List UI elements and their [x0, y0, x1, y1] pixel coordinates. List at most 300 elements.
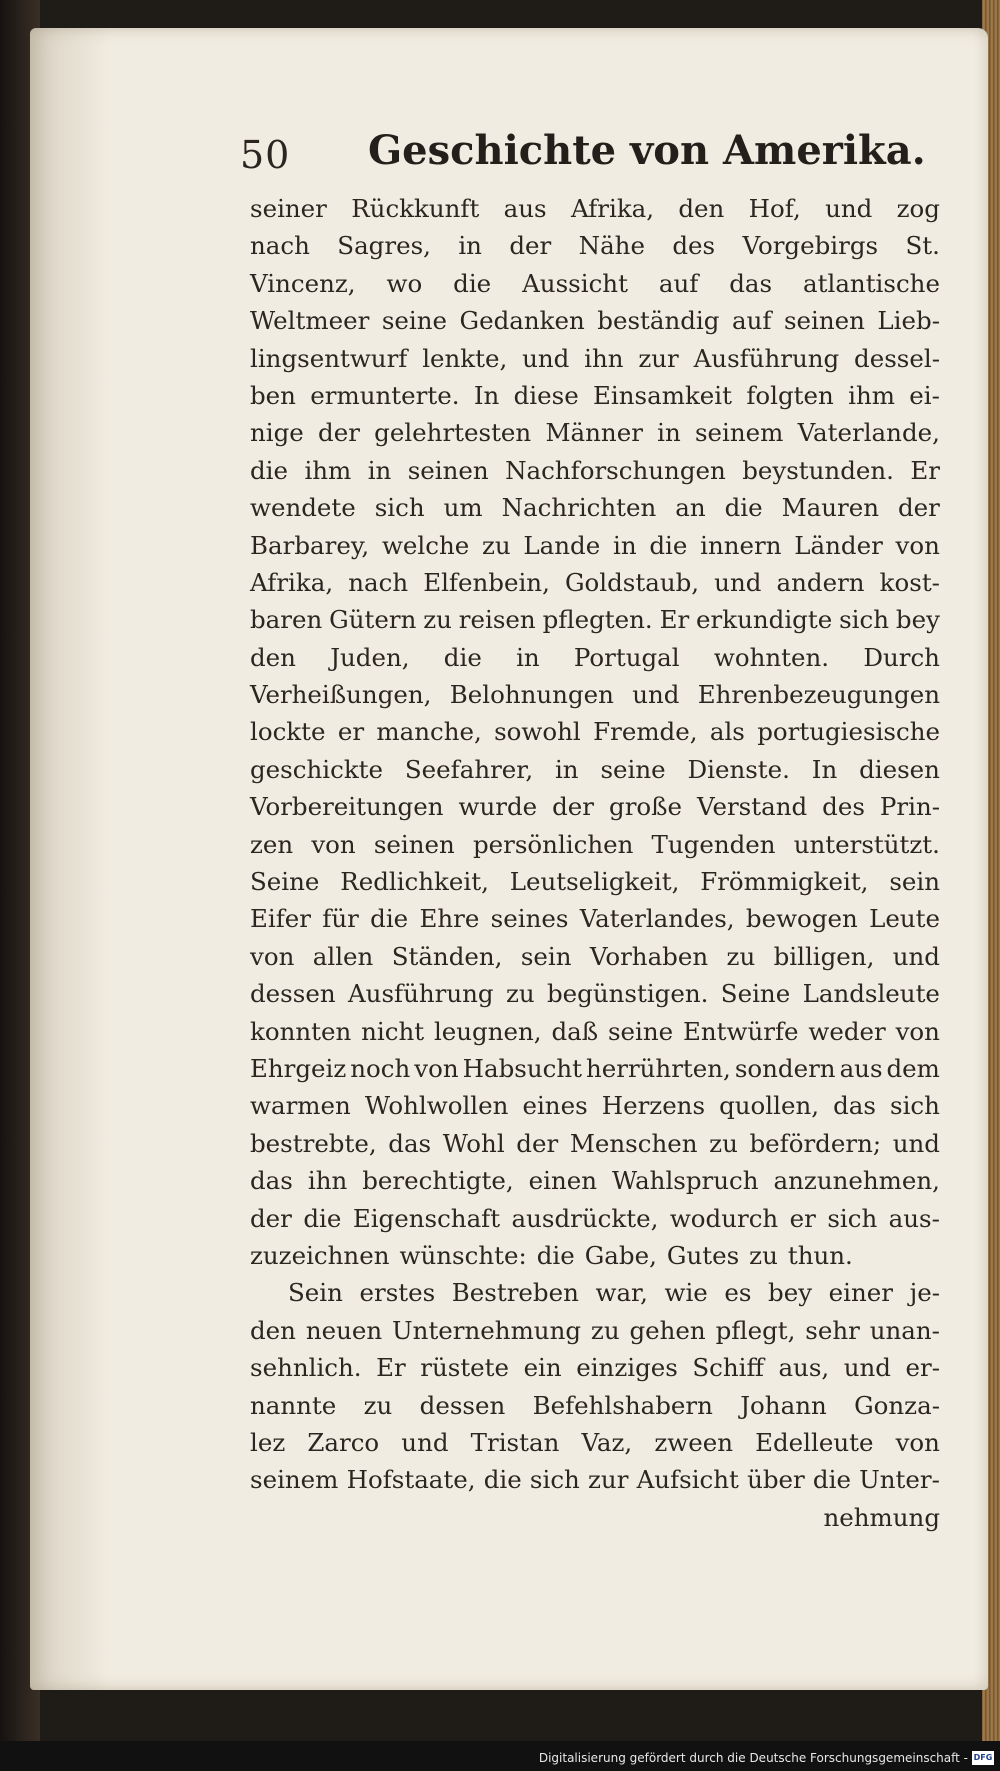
word: Mauren [781, 493, 880, 523]
word: seinen [783, 306, 865, 336]
word: als [709, 717, 745, 747]
word: In [811, 754, 838, 784]
word: Er [376, 1353, 406, 1383]
text-line [250, 826, 940, 863]
word: aus, [778, 1353, 830, 1383]
word: auf [658, 268, 699, 298]
word: Afrika, [250, 567, 334, 597]
word: die [453, 268, 492, 298]
word: wendete [250, 493, 356, 523]
word: daß [551, 1016, 599, 1046]
word: Durch [863, 642, 940, 672]
word: sich [890, 1091, 940, 1121]
word: Frömmigkeit, [700, 867, 869, 897]
word: der [516, 1128, 559, 1158]
word: es [724, 1278, 752, 1308]
word: Edelleute [755, 1427, 874, 1457]
word: wurde [458, 792, 538, 822]
word: sein [889, 867, 940, 897]
word: dessen [250, 979, 336, 1009]
word: manche, [376, 717, 482, 747]
word: Leute [869, 904, 940, 934]
word: er- [905, 1353, 940, 1383]
word: beystunden. [742, 455, 894, 485]
word: Lieb- [877, 306, 940, 336]
word: in [458, 231, 482, 261]
word: lockte [250, 717, 326, 747]
text-line [250, 190, 940, 227]
word: erkundigte [696, 605, 833, 635]
text-line [250, 863, 940, 900]
word: unterstützt. [793, 829, 940, 859]
word: die [250, 455, 289, 485]
word: Einsamkeit [593, 380, 732, 410]
word: Leutseligkeit, [509, 867, 680, 897]
word: wohnten. [713, 642, 830, 672]
word: persönlichen [472, 829, 634, 859]
word: Vaterlandes, [579, 904, 735, 934]
word: die [370, 904, 409, 934]
word: Rückkunft [351, 194, 480, 223]
word: und [401, 1427, 449, 1457]
catchword: nehmung [823, 1502, 940, 1532]
word: Er [659, 605, 690, 635]
word: kost- [879, 567, 940, 597]
word: war, [595, 1278, 648, 1308]
word: zu [726, 941, 756, 971]
word: sondern [734, 1053, 836, 1083]
word: zu [423, 605, 452, 635]
word: Fremde, [593, 717, 698, 747]
word: in [612, 530, 637, 560]
word: zur [588, 1465, 629, 1495]
word: ausdrückte, [511, 1203, 659, 1233]
word: begünstigen. [547, 979, 709, 1009]
word: Sein [288, 1278, 343, 1308]
text-line [250, 1050, 940, 1087]
text-line [250, 1424, 940, 1461]
word: ihm [848, 380, 895, 410]
word: dessel- [854, 343, 940, 373]
word: große [609, 792, 683, 822]
word: ben [250, 380, 296, 410]
word: rüstete [420, 1353, 510, 1383]
word: reisen [458, 605, 536, 635]
word: Redlichkeit, [340, 867, 489, 897]
word: dessen [419, 1390, 506, 1420]
word: von [311, 829, 356, 859]
word: um [443, 493, 483, 523]
text-line [250, 751, 940, 788]
word: lingsentwurf [250, 343, 408, 373]
word: berechtigte, [362, 1166, 514, 1196]
word: Nachforschungen [505, 455, 726, 485]
text-line [250, 1013, 940, 1050]
word: sich [374, 493, 425, 523]
word: lez [250, 1427, 286, 1457]
word: und [714, 567, 762, 597]
word: Gonza- [854, 1390, 940, 1420]
word: von [895, 1016, 940, 1046]
word: und [892, 941, 940, 971]
word: nach [250, 231, 310, 261]
word: eines [522, 1091, 588, 1121]
word: Goldstaub, [564, 567, 700, 597]
word: pflegt, [715, 1315, 796, 1345]
word: Tristan [470, 1427, 560, 1457]
text-line [250, 676, 940, 713]
word: atlantische [803, 268, 940, 298]
word: die [443, 642, 482, 672]
word: der [250, 1203, 292, 1233]
word: sich [827, 1203, 878, 1233]
word: noch [350, 1053, 411, 1083]
word: einen [528, 1166, 598, 1196]
dfg-logo-icon: DFG [972, 1751, 994, 1765]
word: für [322, 904, 359, 934]
word: ihn [307, 1166, 348, 1196]
word: Gutes [666, 1240, 740, 1270]
word: Eigenschaft [352, 1203, 501, 1233]
word: zu [590, 1315, 620, 1345]
word: in [367, 455, 392, 485]
word: ihm [304, 455, 352, 485]
text-line [250, 1387, 940, 1424]
word: Verstand [697, 792, 808, 822]
word: Länder [794, 530, 883, 560]
word: Männer [545, 418, 643, 448]
word: und [843, 1353, 891, 1383]
word: neuen [305, 1315, 383, 1345]
word: Johann [740, 1390, 827, 1420]
word: das [250, 1166, 293, 1196]
word: Ehrenbezeugungen [697, 680, 940, 710]
text-line [250, 489, 940, 526]
word: an [675, 493, 706, 523]
word: bey [895, 605, 940, 635]
word: zu [709, 1128, 738, 1158]
word: er [789, 1203, 816, 1233]
word: von [250, 941, 295, 971]
word: leugnen, [433, 1016, 542, 1046]
text-line [250, 452, 940, 489]
word: ei- [909, 380, 940, 410]
word: Bestreben [451, 1278, 579, 1308]
word: das [729, 268, 773, 298]
text-line [250, 1237, 940, 1274]
word: er [337, 717, 365, 747]
word: Gütern [329, 605, 417, 635]
word: pflegten. [542, 605, 653, 635]
word: des [822, 792, 865, 822]
word: Wohlwollen [364, 1091, 509, 1121]
word: Vorhaben [589, 941, 709, 971]
word: sowohl [494, 717, 581, 747]
word: in [657, 418, 681, 448]
word: des [672, 231, 716, 261]
digitization-credit: Digitalisierung gefördert durch die Deutsche Forschungsgemeinschaft - [538, 1751, 968, 1765]
word: Seine [720, 979, 791, 1009]
text-line [250, 227, 940, 264]
word: Barbarey, [250, 530, 370, 560]
word: wo [386, 268, 423, 298]
word: einer [828, 1278, 893, 1308]
word: Aufsicht [636, 1465, 739, 1495]
text-line [250, 601, 940, 638]
word: Vorgebirgs [742, 231, 879, 261]
word: anzunehmen, [773, 1166, 940, 1196]
word: und [825, 194, 873, 223]
word: Verheißungen, [250, 680, 432, 710]
text-line [250, 527, 940, 564]
word: Landsleute [802, 979, 940, 1009]
word: dem [886, 1053, 940, 1083]
text-line [250, 265, 940, 302]
word: der [898, 493, 940, 523]
word: sehnlich. [250, 1353, 362, 1383]
word: auf [731, 306, 772, 336]
word: seinem [250, 1465, 339, 1495]
word: Vaz, [581, 1427, 633, 1457]
word: Belohnungen [449, 680, 614, 710]
word: thun. [787, 1240, 853, 1270]
text-line [250, 639, 940, 676]
word: zu [749, 1240, 778, 1270]
text-line [250, 975, 940, 1012]
word: Juden, [330, 642, 410, 672]
word: zu [363, 1390, 393, 1420]
text-line [250, 713, 940, 750]
word: Seefahrer, [404, 754, 534, 784]
word: Habsucht [462, 1053, 582, 1083]
word: sein [520, 941, 572, 971]
word: in [554, 754, 579, 784]
word: erstes [359, 1278, 436, 1308]
word: die [724, 493, 763, 523]
word: die [483, 1465, 522, 1495]
word: Ausführung [347, 979, 494, 1009]
word: billigen, [773, 941, 875, 971]
word: und [522, 343, 570, 373]
word: Prin- [879, 792, 940, 822]
word: seine [600, 754, 666, 784]
word: seine [381, 306, 447, 336]
word: Ehrgeiz [250, 1053, 347, 1083]
word: Ständen, [391, 941, 503, 971]
word: einziges [576, 1353, 678, 1383]
body-text [250, 190, 940, 1536]
word: unan- [869, 1315, 940, 1345]
word: Dienste. [687, 754, 790, 784]
word: bey [768, 1278, 813, 1308]
text-line [250, 1312, 940, 1349]
word: lenkte, [422, 343, 508, 373]
word: Aussicht [522, 268, 628, 298]
word: wünschte: [399, 1240, 527, 1270]
text-line [250, 1087, 940, 1124]
word: folgten [746, 380, 834, 410]
word: herrührten, [585, 1053, 731, 1083]
word: Hof, [748, 194, 801, 223]
word: weder [808, 1016, 886, 1046]
word: Unter- [859, 1465, 940, 1495]
word: Gedanken [459, 306, 585, 336]
word: Unternehmung [392, 1315, 582, 1345]
word: in [516, 642, 540, 672]
word: welche [381, 530, 470, 560]
word: baren [250, 605, 323, 635]
word: andern [776, 567, 865, 597]
word: Nähe [578, 231, 645, 261]
word: Schiff [692, 1353, 764, 1383]
word: Sagres, [337, 231, 431, 261]
word: Tugenden [651, 829, 776, 859]
word: Herzens [601, 1091, 706, 1121]
word: In [473, 380, 500, 410]
word: diese [513, 380, 579, 410]
word: nige [250, 418, 304, 448]
text-line [250, 1461, 940, 1498]
word: wie [664, 1278, 708, 1308]
word: quollen, [719, 1091, 820, 1121]
word: St. [905, 231, 940, 261]
word: je- [909, 1278, 940, 1308]
word: seines [490, 904, 569, 934]
word: Vaterlande, [797, 418, 940, 448]
word: Eifer [250, 904, 311, 934]
word: die [649, 530, 688, 560]
word: konnten [250, 1016, 352, 1046]
word: über [747, 1465, 805, 1495]
word: geschickte [250, 754, 384, 784]
word: sich [839, 605, 890, 635]
word: bewogen [745, 904, 858, 934]
word: Ehre [419, 904, 480, 934]
word: sehr [805, 1315, 860, 1345]
word: den [250, 642, 296, 672]
word: befördern; [749, 1128, 882, 1158]
word: Gabe, [584, 1240, 657, 1270]
word: zog [896, 194, 940, 223]
text-line [250, 1349, 940, 1386]
word: zur [638, 343, 679, 373]
word: der [509, 231, 552, 261]
word: Nachrichten [501, 493, 657, 523]
page-number: 50 [240, 133, 291, 177]
word: seine [607, 1016, 674, 1046]
word: ein [523, 1353, 562, 1383]
word: beständig [597, 306, 720, 336]
word: allen [312, 941, 374, 971]
text-line [250, 900, 940, 937]
text-line [250, 1274, 940, 1311]
word: ihn [584, 343, 624, 373]
word: aus- [888, 1203, 940, 1233]
word: Zarco [307, 1427, 380, 1457]
word: ermunterte. [310, 380, 460, 410]
word: Menschen [569, 1128, 698, 1158]
word: den [678, 194, 725, 223]
word: den [250, 1315, 296, 1345]
word: Entwürfe [682, 1016, 799, 1046]
word: und [892, 1128, 940, 1158]
text-line [250, 1125, 940, 1162]
word: Afrika, [570, 194, 655, 223]
word: bestrebte, [250, 1128, 377, 1158]
word: zu [481, 530, 511, 560]
word: Wahlspruch [612, 1166, 759, 1196]
word: von [895, 530, 940, 560]
word: Weltmeer [250, 306, 370, 336]
text-line [250, 302, 940, 339]
word: das [833, 1091, 876, 1121]
word: seinen [407, 455, 489, 485]
word: portugiesische [757, 717, 940, 747]
word: Wohl [442, 1128, 505, 1158]
word: innern [700, 530, 782, 560]
word: die [536, 1240, 575, 1270]
word: die [812, 1465, 851, 1495]
word: das [388, 1128, 432, 1158]
word: seinen [373, 829, 455, 859]
word: warmen [250, 1091, 351, 1121]
text-line [250, 414, 940, 451]
text-line [250, 1162, 940, 1199]
text-line [250, 938, 940, 975]
word: von [895, 1427, 940, 1457]
word: der [552, 792, 595, 822]
text-line [250, 1200, 940, 1237]
word: nannte [250, 1390, 337, 1420]
word: Lande [523, 530, 601, 560]
word: Portugal [573, 642, 680, 672]
running-title: Geschichte von Amerika. [368, 127, 926, 174]
word: diesen [859, 754, 940, 784]
word: seiner [250, 194, 327, 223]
word: aus [839, 1053, 883, 1083]
text-line [250, 377, 940, 414]
word: nach [348, 567, 409, 597]
word: zuzeichnen [250, 1240, 390, 1270]
word: gelehrtesten [374, 418, 532, 448]
word: von [414, 1053, 459, 1083]
word: wodurch [669, 1203, 779, 1233]
word: Er [910, 455, 940, 485]
word: gehen [629, 1315, 706, 1345]
word: nicht [361, 1016, 425, 1046]
word: Vincenz, [250, 268, 356, 298]
text-line [250, 788, 940, 825]
word: sich [529, 1465, 580, 1495]
text-line [250, 340, 940, 377]
word: Hofstaate, [346, 1465, 476, 1495]
word: zween [654, 1427, 733, 1457]
word: aus [503, 194, 547, 223]
word: der [318, 418, 360, 448]
word: seinem [694, 418, 784, 448]
word: Befehlshabern [532, 1390, 713, 1420]
word: die [303, 1203, 342, 1233]
word: Vorbereitungen [250, 792, 444, 822]
word: zen [250, 829, 294, 859]
word: und [632, 680, 680, 710]
word: zu [505, 979, 535, 1009]
word: Ausführung [693, 343, 840, 373]
text-line [250, 564, 940, 601]
page-header [240, 115, 926, 185]
word: Elfenbein, [423, 567, 550, 597]
word: Seine [250, 867, 320, 897]
